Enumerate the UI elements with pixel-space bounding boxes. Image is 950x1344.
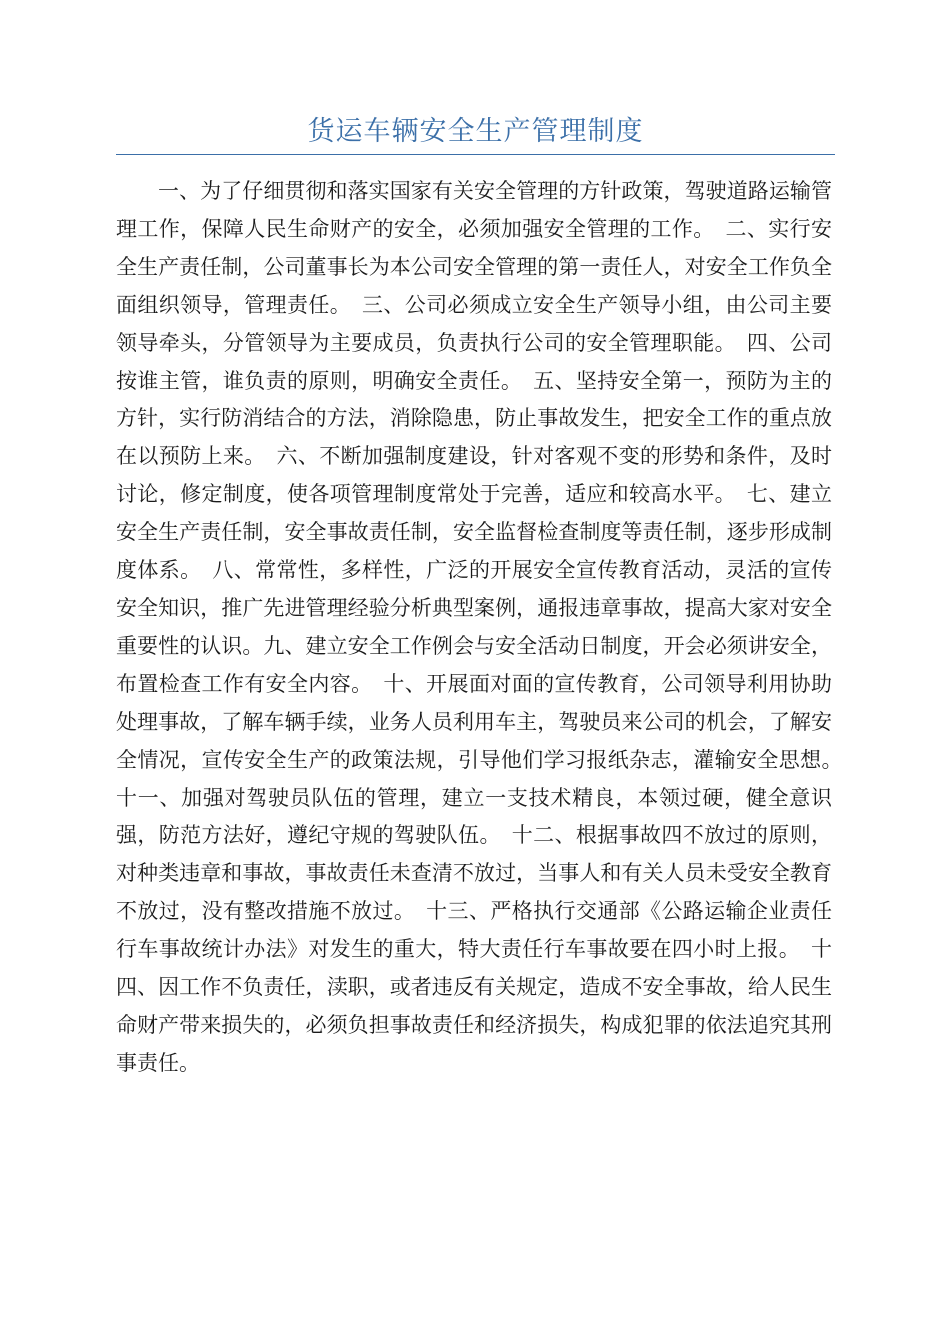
title-underline	[116, 154, 835, 155]
document-title: 货运车辆安全生产管理制度	[307, 116, 644, 147]
document-body: 一、为了仔细贯彻和落实国家有关安全管理的方针政策，驾驶道路运输管理工作，保障人民生命财产的安全，必须加强安全管理的工作。 二、实行安全生产责任制，公司董事长为本公司安全管理的第一责任人，对安全工作负全面组织领导，管理责任。 三、公司必须成立安全生产领导小组，由公司主要领导牵头，分管领导为主要成员，负责执行公司的安全管理职能。 四、公司按谁主管，谁负责的原则，明确安全责任。 五、坚持安全第一，预防为主的方针，实行防消结合的方法，消除隐患，防止事故发生，把安全工作的重点放在以预防上来。 六、不断加强制度建设，针对客观不变的形势和条件，及时讨论，修定制度，使各项管理制度常处于完善，适应和较高水平。 七、建立安全生产责任制，安全事故责任制，安全监督检查制度等责任制，逐步形成制度体系。 八、常常性，多样性，广泛的开展安全宣传教育活动，灵活的宣传安全知识，推广先进管理经验分析典型案例，通报违章事故，提高大家对安全重要性的认识。九、建立安全工作例会与安全活动日制度，开会必须讲安全，布置检查工作有安全内容。 十、开展面对面的宣传教育，公司领导利用协助处理事故，了解车辆手续，业务人员利用车主，驾驶员来公司的机会，了解安全情况，宣传安全生产的政策法规，引导他们学习报纸杂志，灌输安全思想。 十一、加强对驾驶员队伍的管理，建立一支技术精良，本领过硬，健全意识强，防范方法好，遵纪守规的驾驶队伍。 十二、根据事故四不放过的原则，对种类违章和事故，事故责任未查清不放过，当事人和有关人员未受安全教育不放过，没有整改措施不放过。 十三、严格执行交通部《公路运输企业责任行车事故统计办法》对发生的重大，特大责任行车事故要在四小时上报。 十四、因工作不负责任，渎职，或者违反有关规定，造成不安全事故，给人民生命财产带来损失的，必须负担事故责任和经济损失，构成犯罪的依法追究其刑事责任。	[116, 179, 853, 1075]
